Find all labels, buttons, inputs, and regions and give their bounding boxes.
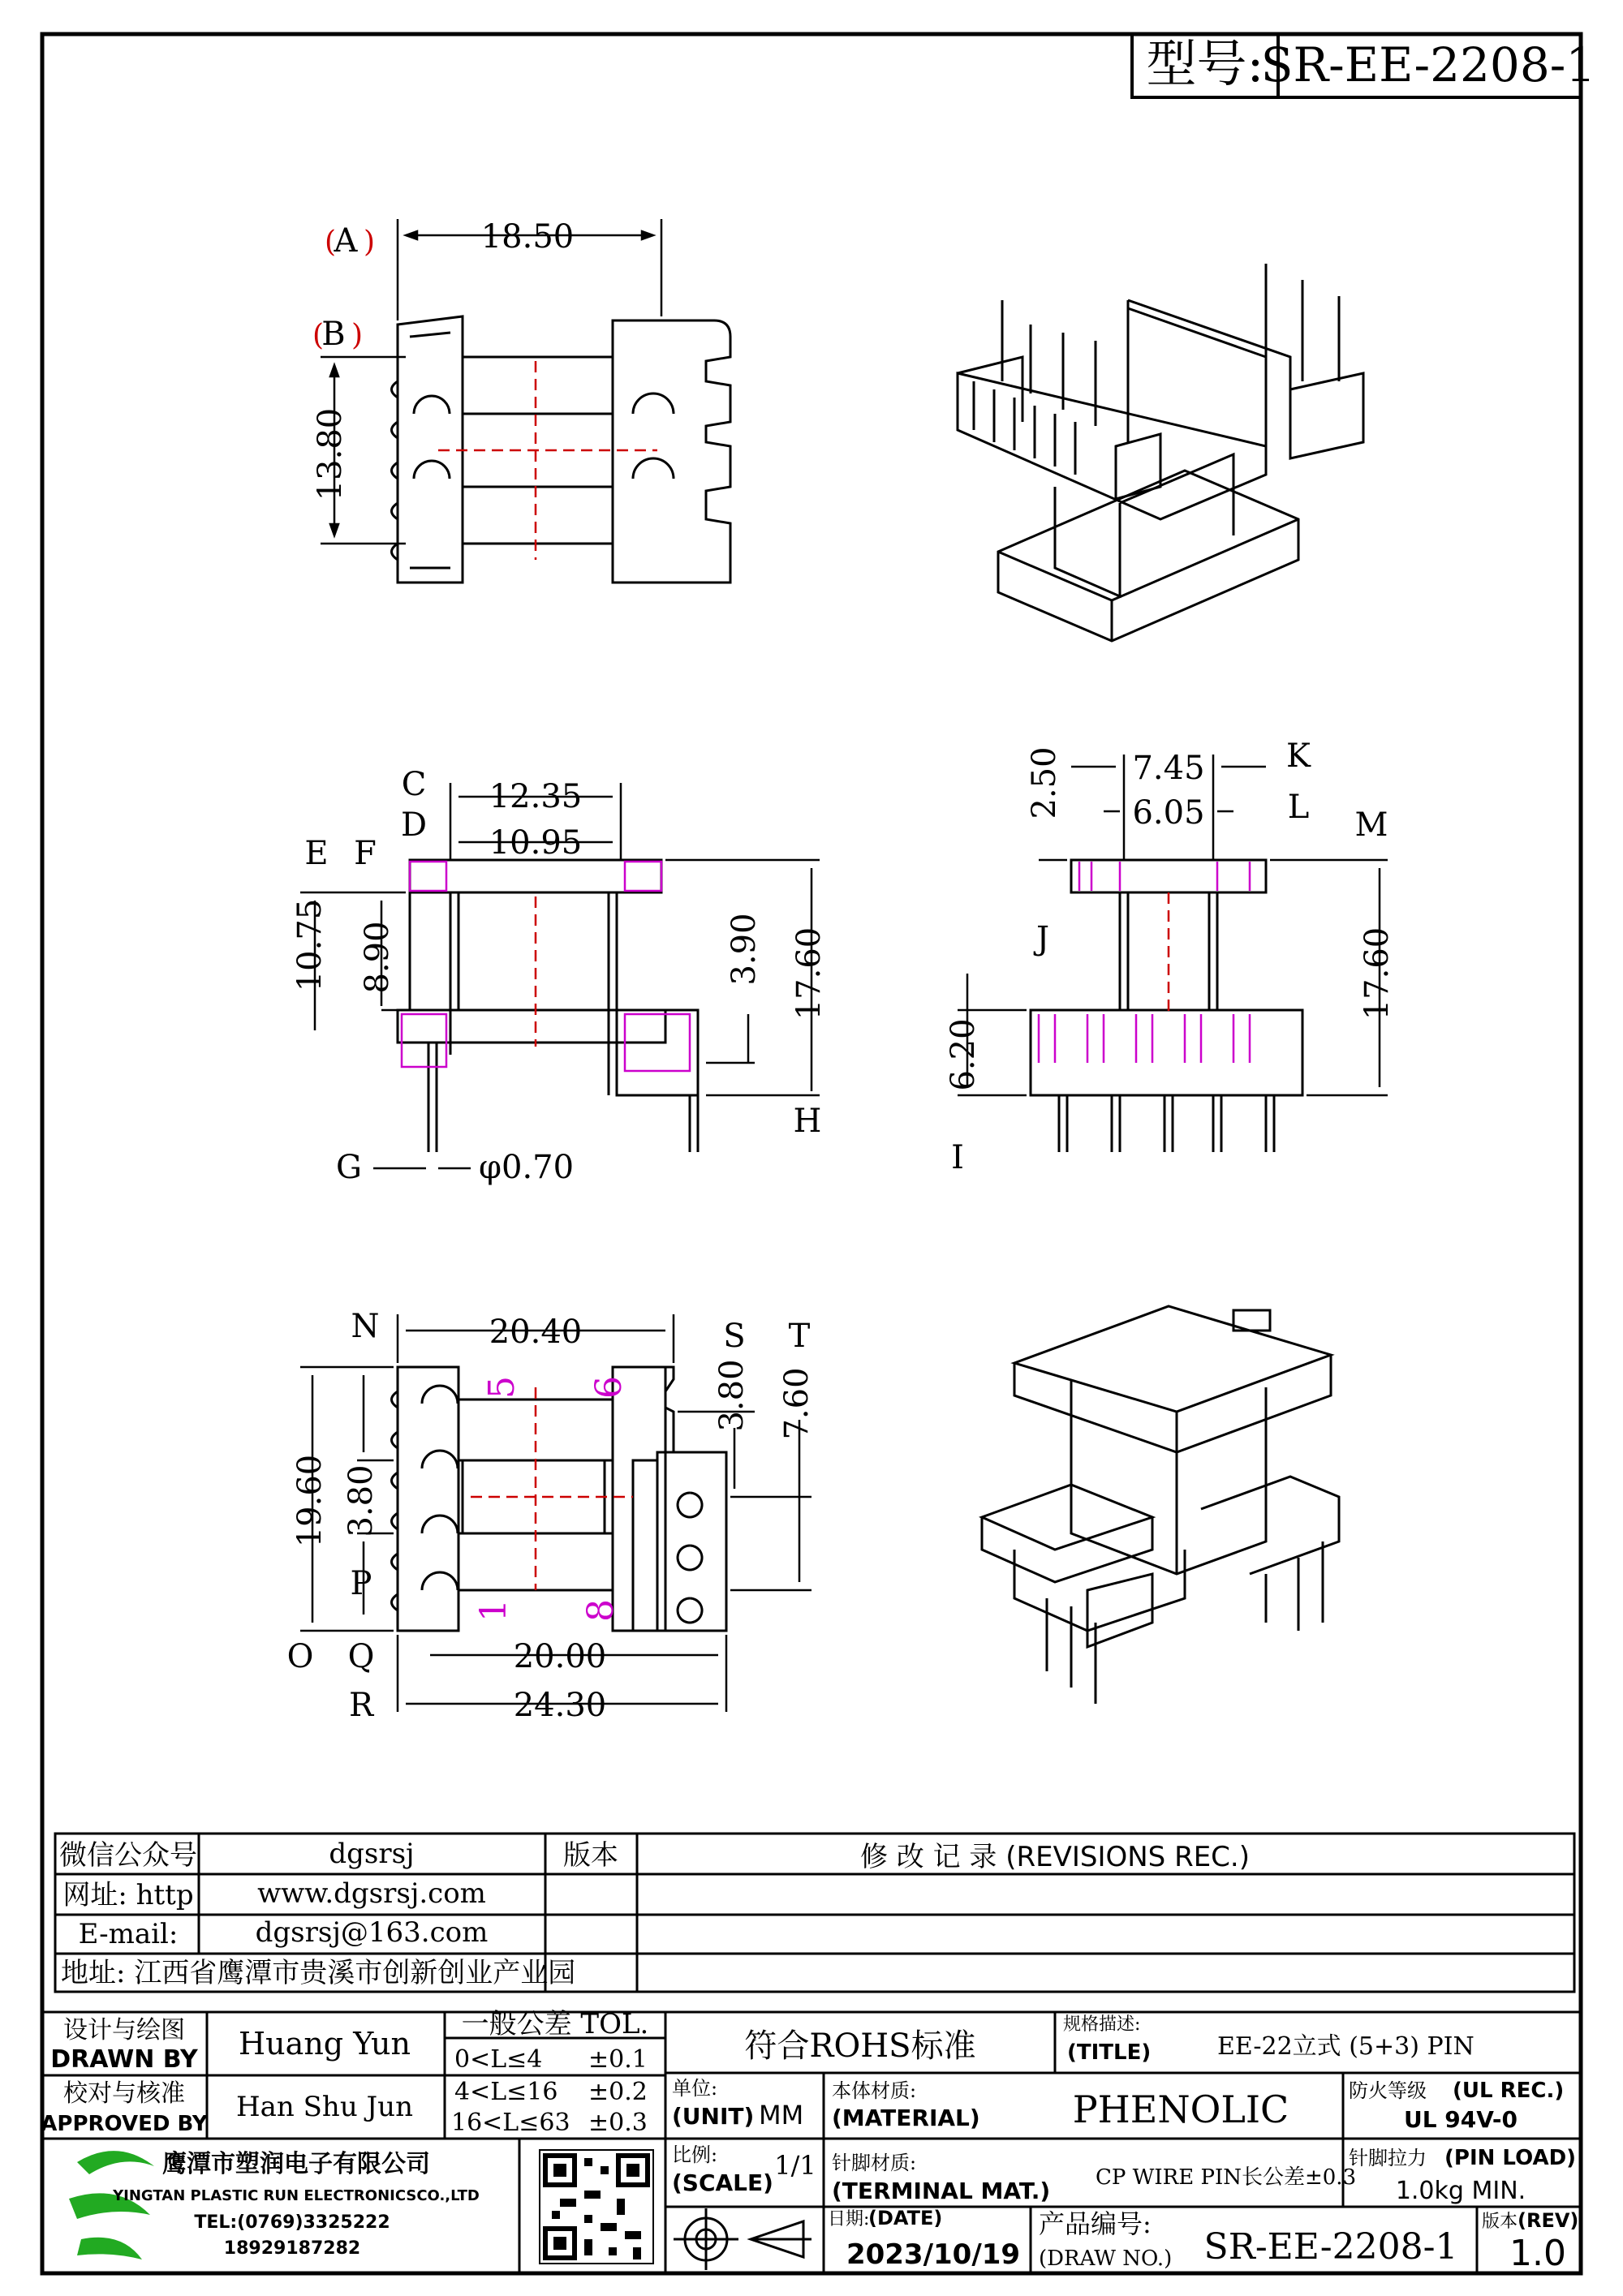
label-N: N [351,1308,380,1345]
email-value: dgsrsj@163.com [255,1916,489,1949]
company-mobile: 18929187282 [223,2238,361,2259]
terminal-label-en: (TERMINAL MAT.) [832,2178,1051,2204]
dim-10.75: 10.75 [291,898,329,992]
title-value: EE-22立式 (5+3) PIN [1217,2032,1474,2061]
label-T: T [788,1318,811,1355]
dim-12.35: 12.35 [489,778,583,815]
rohs-compliance: 符合ROHS标准 [744,2027,976,2065]
scale-label-en: (SCALE) [672,2169,773,2196]
front-view [398,860,698,1152]
label-K: K [1286,737,1311,775]
tol-value-3: ±0.3 [588,2109,648,2137]
dim-24.30: 24.30 [513,1687,607,1724]
pinload-label-cn: 针脚拉力 [1349,2147,1427,2169]
terminal-value: CP WIRE PIN长公差±0.3 [1096,2165,1357,2190]
fire-value: UL 94V-0 [1403,2106,1518,2133]
drawno-label-cn: 产品编号: [1039,2208,1152,2239]
terminal-label-cn: 针脚材质: [832,2152,917,2174]
company-name: 鹰潭市塑润电子有限公司 [162,2150,430,2178]
pinload-value: 1.0kg MIN. [1395,2177,1526,2205]
dim-7.60: 7.60 [778,1367,816,1440]
label-D: D [400,806,428,844]
label-I: I [951,1139,964,1176]
tol-value-2: ±0.2 [588,2078,648,2106]
dim-20.00: 20.00 [513,1638,607,1675]
isometric-view-bottom [982,1306,1339,1704]
website-value: www.dgsrsj.com [257,1877,486,1910]
unit-label-cn: 单位: [672,2077,718,2100]
dim-18.50: 18.50 [480,218,575,256]
model-number: SR-EE-2208-1 [1260,37,1596,92]
title-label-en: (TITLE) [1067,2040,1152,2065]
side-view [1031,860,1302,1152]
dim-2.50: 2.50 [1026,746,1063,819]
tol-value-1: ±0.1 [588,2045,648,2074]
scale-label-cn: 比例: [672,2143,718,2166]
top-view-centerlines [438,361,657,560]
designer-label-en: DRAWN BY [50,2045,198,2074]
label-S: S [723,1318,746,1355]
label-R: R [348,1687,374,1724]
top-view-dimensions [321,219,661,544]
version-header: 版本 [563,1839,618,1872]
qr-code [540,2150,653,2264]
label-G: G [336,1149,362,1186]
svg-text:(: ( [312,319,325,352]
model-label: 型号: [1146,34,1264,93]
dim-20.40: 20.40 [489,1314,583,1351]
wechat-value: dgsrsj [329,1838,415,1870]
fire-label-cn: 防火等级 [1349,2079,1427,2102]
tolerance-header: 一般公差 TOL. [461,2008,649,2040]
dim-6.20: 6.20 [945,1018,982,1091]
svg-text:): ) [351,319,364,352]
dim-3.90: 3.90 [725,913,763,986]
projection-symbol [674,2208,812,2270]
title-label-cn: 规格描述: [1063,2014,1141,2035]
drawno-label-en: (DRAW NO.) [1039,2247,1173,2271]
label-B: B [321,316,346,353]
label-F: F [354,835,377,872]
unit-value: MM [759,2100,804,2130]
pin-8-label: 8 [580,1599,622,1622]
dim-8.90: 8.90 [359,921,396,994]
wechat-label: 微信公众号 [59,1839,197,1872]
checker-name: Han Shu Jun [236,2091,413,2123]
svg-text:): ) [364,226,376,259]
bottom-view-centerlines [471,1387,633,1590]
rev-label-cn: 版本 [1482,2212,1518,2232]
tol-range-1: 0<L≤4 [454,2045,543,2074]
designer-name: Huang Yun [239,2026,411,2062]
bottom-view [392,1367,727,1631]
tol-range-2: 4<L≤16 [454,2078,558,2106]
company-tel: TEL:(0769)3325222 [194,2212,390,2233]
dim-13.80: 13.80 [312,407,349,501]
email-label: E-mail: [78,1918,179,1950]
company-logo [69,2151,154,2259]
company-name-en: YINGTAN PLASTIC RUN ELECTRONICSCO.,LTD [113,2187,480,2204]
dim-phi-0.70: φ0.70 [479,1149,575,1186]
drawno-value: SR-EE-2208-1 [1203,2226,1458,2268]
bottom-view-pin-numbers [473,1376,630,1622]
rev-value: 1.0 [1509,2233,1566,2274]
designer-label-cn: 设计与绘图 [63,2016,185,2044]
dim-17.60-side: 17.60 [1358,927,1396,1021]
material-value: PHENOLIC [1072,2087,1289,2131]
scale-value: 1/1 [774,2150,816,2181]
pinload-label-en: (PIN LOAD) [1444,2146,1577,2170]
label-C: C [401,766,427,803]
rev-label-en: (REV) [1518,2209,1579,2232]
revisions-header: 修 改 记 录 (REVISIONS REC.) [859,1841,1251,1873]
date-value: 2023/10/19 [846,2238,1021,2271]
label-A: A [334,222,358,260]
fire-label-en: (UL REC.) [1453,2079,1565,2103]
unit-label-en: (UNIT) [672,2103,755,2130]
dim-6.05: 6.05 [1132,794,1205,832]
company-info [112,2150,480,2259]
svg-text:(: ( [325,226,337,259]
model-header [1132,34,1595,97]
label-J: J [1035,920,1050,957]
label-P: P [350,1565,372,1602]
isometric-view-top [958,264,1363,641]
label-M: M [1354,806,1388,844]
dim-3.80-left: 3.80 [342,1464,380,1537]
dim-7.45: 7.45 [1132,750,1205,787]
dim-3.80-right: 3.80 [713,1359,751,1432]
label-L: L [1287,789,1310,826]
pin-1-label: 1 [473,1599,514,1622]
material-label-en: (MATERIAL) [832,2105,980,2131]
tol-range-3: 16<L≤63 [451,2109,570,2137]
label-H: H [793,1103,822,1140]
dim-10.95: 10.95 [489,824,583,862]
dim-17.60-front: 17.60 [790,927,828,1021]
material-label-cn: 本体材质: [832,2079,917,2102]
label-Q: Q [347,1638,375,1675]
address: 地址: 江西省鹰潭市贵溪市创新创业产业园 [61,1957,576,1989]
pin-5-label: 5 [481,1376,523,1399]
date-label-en: (DATE) [868,2207,943,2229]
date-label-cn: 日期: [828,2209,870,2229]
label-E: E [304,835,329,872]
website-label: 网址: http [62,1879,194,1911]
label-O: O [286,1638,314,1675]
checker-label-en: APPROVED BY [41,2112,208,2136]
checker-label-cn: 校对与核准 [63,2079,185,2108]
pin-6-label: 6 [588,1376,630,1399]
dim-19.60: 19.60 [291,1454,329,1548]
